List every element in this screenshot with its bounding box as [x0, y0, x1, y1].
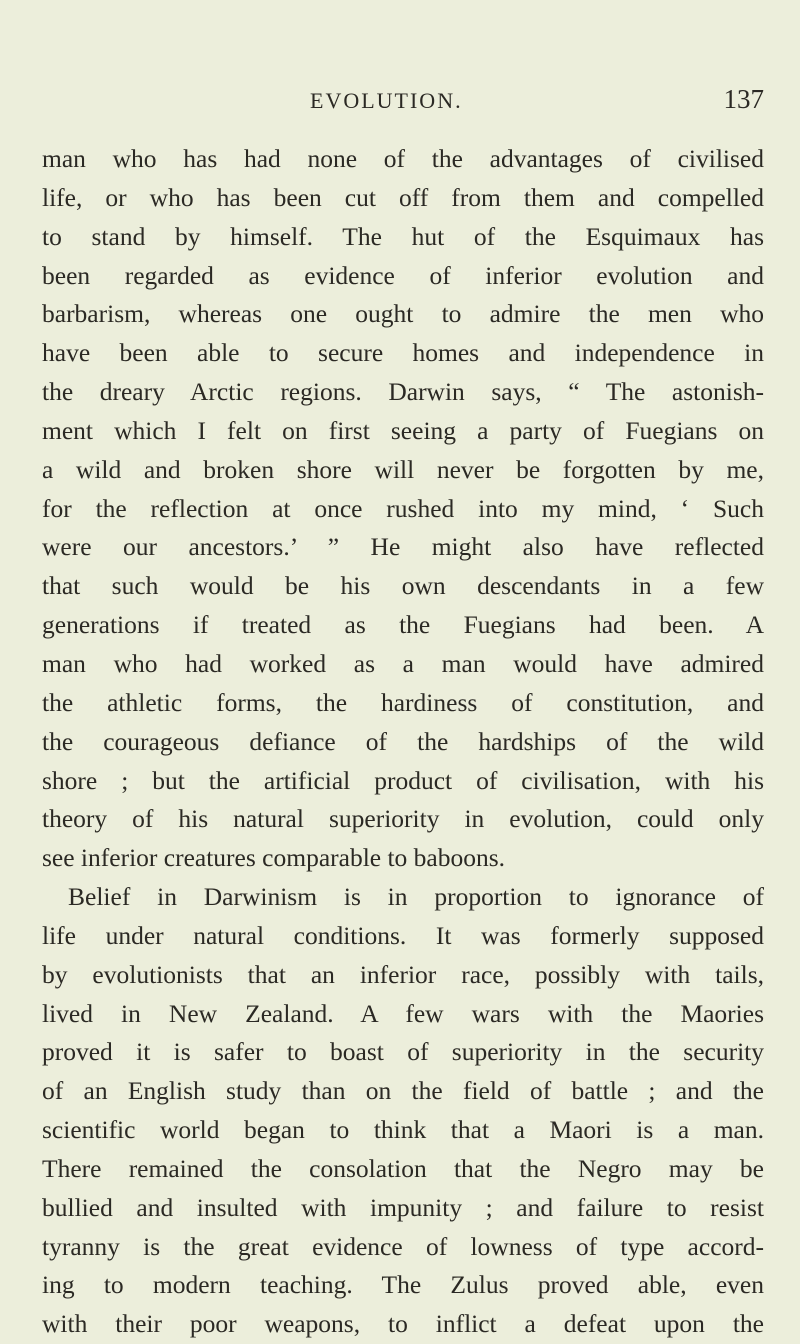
text-line: for the reflection at once rushed into my mind, ‘ Such — [42, 493, 764, 523]
text-line: man who had worked as a man would have admired — [42, 648, 764, 678]
text-line: to stand by himself. The hut of the Esquimaux has — [42, 221, 764, 251]
text-line: with their poor weapons, to inflict a defeat upon the — [42, 1309, 764, 1339]
text-line: proved it is safer to boast of superiority in the security — [42, 1037, 764, 1067]
text-line: barbarism, whereas one ought to admire the men who — [42, 299, 764, 329]
text-line: by evolutionists that an inferior race, possibly with tails, — [42, 959, 764, 989]
text-line: ment which I felt on first seeing a party of Fuegians on — [42, 415, 764, 445]
text-line: the athletic forms, the hardiness of constitution, and — [42, 687, 764, 717]
text-line: shore ; but the artificial product of civilisation, with his — [42, 765, 764, 795]
text-line: life under natural conditions. It was formerly supposed — [42, 920, 764, 950]
page-number: 137 — [723, 84, 764, 114]
text-line: the courageous defiance of the hardships of the wild — [42, 726, 764, 756]
text-line-paragraph-start: Belief in Darwinism is in proportion to ignorance of — [68, 882, 764, 912]
text-line: generations if treated as the Fuegians had been. A — [42, 610, 764, 640]
text-line: of an English study than on the field of battle ; and the — [42, 1076, 764, 1106]
text-line: tyranny is the great evidence of lowness of type accord- — [42, 1231, 764, 1261]
text-line: There remained the consolation that the Negro may be — [42, 1153, 764, 1183]
text-line: that such would be his own descendants in a few — [42, 571, 764, 601]
text-line: lived in New Zealand. A few wars with the Maories — [42, 998, 764, 1028]
text-line: a wild and broken shore will never be forgotten by me, — [42, 454, 764, 484]
body-text — [42, 140, 764, 1344]
running-head: EVOLUTION. — [310, 88, 463, 113]
page-header — [42, 84, 764, 124]
text-line: man who has had none of the advantages of civilised — [42, 144, 764, 173]
text-line: life, or who has been cut off from them and compelled — [42, 182, 764, 212]
text-line: theory of his natural superiority in evolution, could only — [42, 804, 764, 834]
text-line: scientific world began to think that a Maori is a man. — [42, 1115, 764, 1145]
text-line: see inferior creatures comparable to baboons. — [42, 843, 506, 873]
text-line: bullied and insulted with impunity ; and failure to resist — [42, 1192, 764, 1222]
text-line: the dreary Arctic regions. Darwin says, “ The astonish- — [42, 377, 764, 407]
text-line: were our ancestors.’ ” He might also have reflected — [42, 532, 764, 562]
text-line: ing to modern teaching. The Zulus proved able, even — [42, 1270, 764, 1300]
text-line: been regarded as evidence of inferior evolution and — [42, 260, 764, 290]
text-line: have been able to secure homes and independence in — [42, 338, 764, 368]
